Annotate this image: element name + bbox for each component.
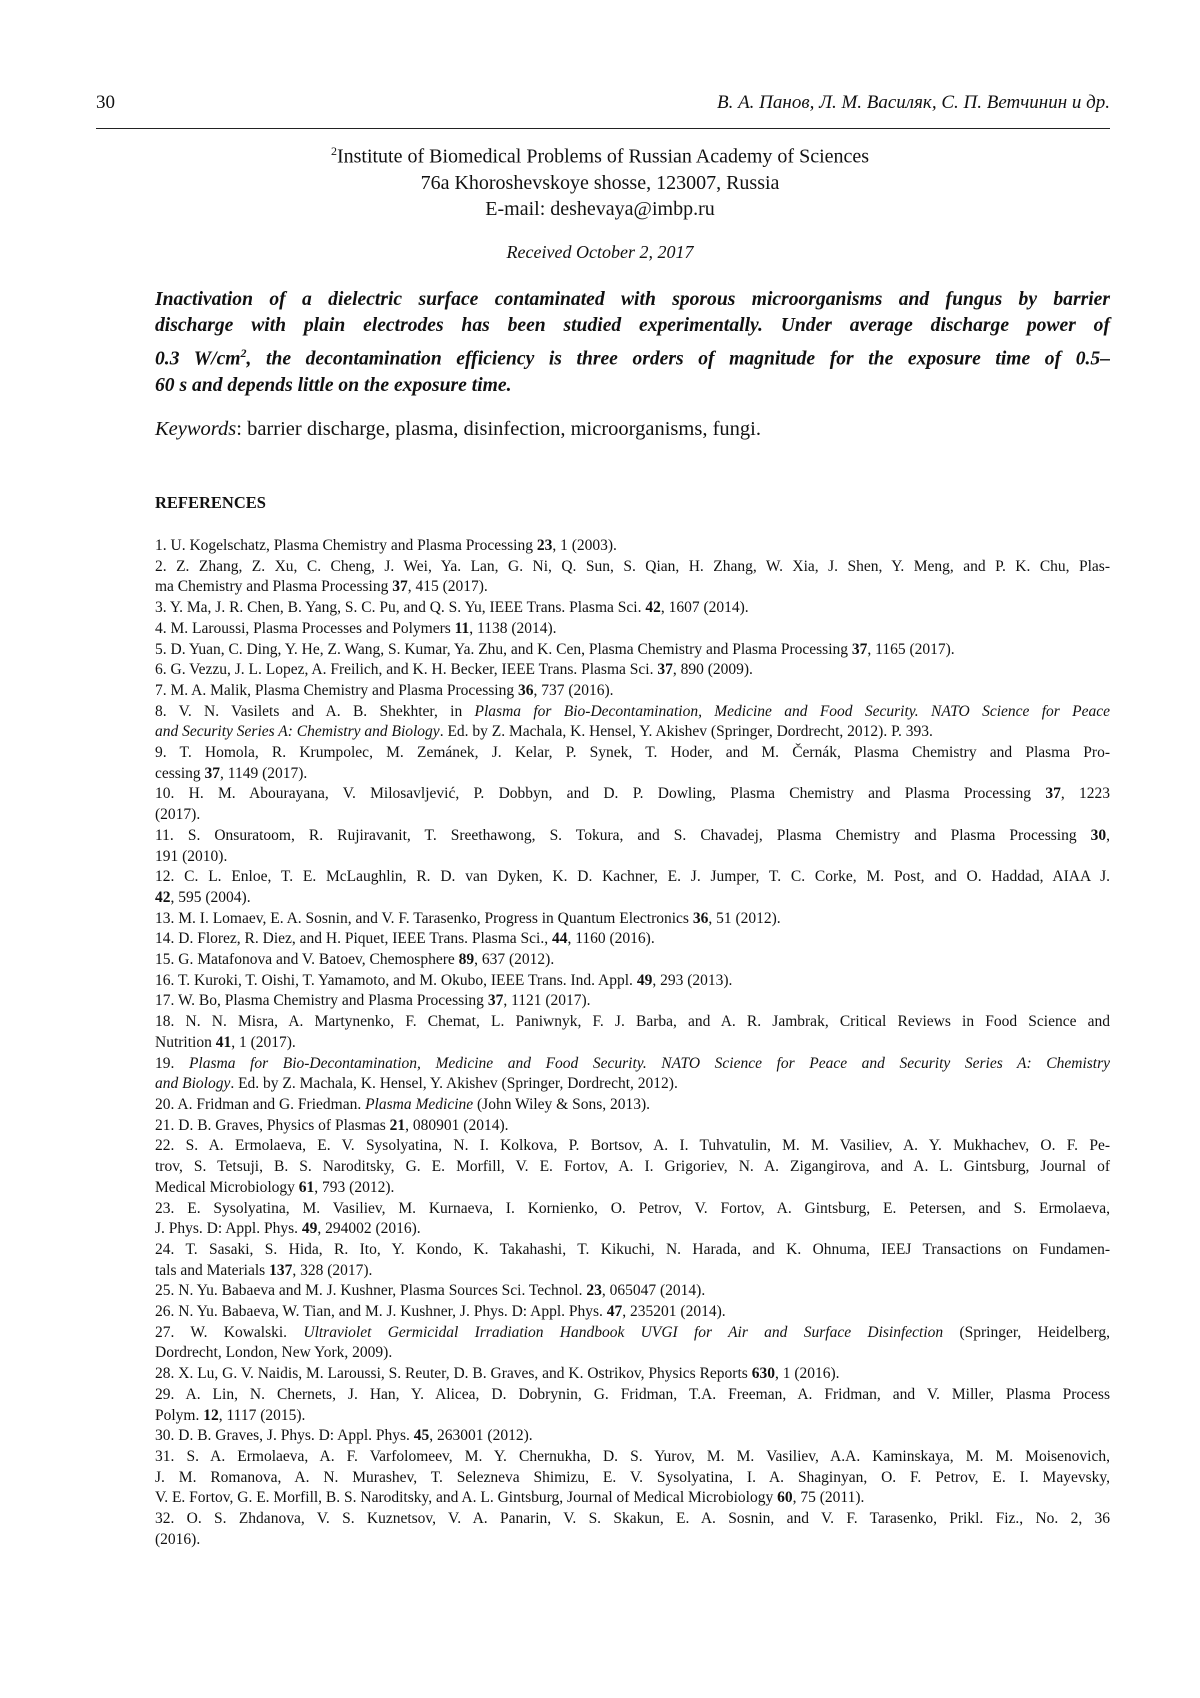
reference-volume: 44 <box>551 930 568 948</box>
reference-volume: 137 <box>269 1261 293 1279</box>
reference-text: , 890 (2009). <box>672 661 753 679</box>
reference-text: 2. Z. Zhang, Z. Xu, C. Cheng, J. Wei, Ya. Lan, G. Ni, Q. Sun, S. Qian, H. Zhang, W. Xia, J. Shen, Y. Meng, and P. K. Chu, Plas- <box>155 557 1110 575</box>
affiliation-line-1: Institute of Biomedical Problems of Russian Academy of Sciences <box>336 145 870 168</box>
abstract-line: discharge with plain electrodes has been studied experimentally. Under average discharge power of <box>155 315 1110 337</box>
reference-volume: 37 <box>487 992 504 1010</box>
reference-text: , 328 (2017). <box>292 1261 373 1279</box>
reference-text: 17. W. Bo, Plasma Chemistry and Plasma Processing <box>155 992 488 1010</box>
reference-text: 23. E. Sysolyatina, M. Vasiliev, M. Kurnaeva, I. Kornienko, O. Petrov, V. Fortov, A. Gintsburg, E. Petersen, and S. Ermolaeva, <box>155 1199 1110 1217</box>
reference-text: 26. N. Yu. Babaeva, W. Tian, and M. J. Kushner, J. Phys. D: Appl. Phys. <box>155 1303 607 1321</box>
reference-text: 28. X. Lu, G. V. Naidis, M. Laroussi, S. Reuter, D. B. Graves, and K. Ostrikov, Physics Reports <box>155 1365 752 1383</box>
reference-text: , 1165 (2017). <box>867 640 955 658</box>
reference-line <box>155 1426 1110 1447</box>
reference-volume: 49 <box>301 1220 318 1238</box>
reference-text: 30. D. B. Graves, J. Phys. D: Appl. Phys. <box>155 1427 414 1445</box>
running-authors: В. А. Панов, Л. М. Василяк, С. П. Ветчинин и др. <box>716 92 1110 113</box>
reference-volume: 41 <box>215 1033 232 1051</box>
reference-text: (Springer, Heidelberg, <box>943 1323 1111 1341</box>
reference-title: Plasma Medicine <box>365 1095 474 1113</box>
reference-line <box>155 1136 1110 1157</box>
reference-text: J. M. Romanova, A. N. Murashev, T. Selezneva Shimizu, E. V. Sysolyatina, I. A. Shaginyan, O. F. Petrov, E. I. Mayevsky, <box>155 1468 1110 1486</box>
reference-volume: 630 <box>751 1365 775 1383</box>
reference-text: , 293 (2013). <box>652 971 733 989</box>
reference-line <box>155 929 1110 950</box>
reference-volume: 47 <box>606 1303 623 1321</box>
reference-text: , 1 (2017). <box>231 1033 296 1051</box>
reference-line <box>155 1054 1110 1075</box>
reference-text: , 1 (2003). <box>552 537 617 554</box>
reference-line <box>155 1240 1110 1261</box>
reference-text: 31. S. A. Ermolaeva, A. F. Varfolomeev, M. Y. Chernukha, D. S. Yurov, M. M. Vasiliev, A.A. Kaminskaya, M. M. Moisenovich, <box>155 1447 1110 1465</box>
reference-line <box>155 681 1110 702</box>
reference-title: Plasma for Bio-Decontamination, Medicine and Food Security. NATO Science for Peace <box>474 702 1110 720</box>
reference-text: , 294002 (2016). <box>317 1220 421 1238</box>
abstract <box>155 287 1110 399</box>
reference-line <box>155 826 1110 847</box>
abstract-line <box>155 340 1110 373</box>
reference-line <box>155 1343 1110 1364</box>
reference-line <box>155 1468 1110 1489</box>
reference-line <box>155 764 1110 785</box>
reference-text: cessing <box>155 764 205 782</box>
reference-volume: 11 <box>454 619 470 637</box>
reference-line <box>155 805 1110 826</box>
reference-line <box>155 722 1110 743</box>
reference-line <box>155 743 1110 764</box>
reference-text: , 1121 (2017). <box>503 992 591 1010</box>
reference-volume: 42 <box>645 599 661 617</box>
reference-line <box>155 1116 1110 1137</box>
reference-text: , 595 (2004). <box>170 888 251 906</box>
reference-text: 20. A. Fridman and G. Friedman. <box>155 1095 366 1113</box>
reference-text: 5. D. Yuan, C. Ding, Y. He, Z. Wang, S. Kumar, Ya. Zhu, and K. Cen, Plasma Chemistry and Plasma Processing <box>155 640 852 658</box>
reference-text: 14. D. Florez, R. Diez, and H. Piquet, IEEE Trans. Plasma Sci., <box>155 930 552 948</box>
reference-line <box>155 577 1110 598</box>
reference-text: , 1117 (2015). <box>218 1406 306 1424</box>
reference-line <box>155 1157 1110 1178</box>
reference-text: , 065047 (2014). <box>601 1282 706 1300</box>
reference-line <box>155 640 1110 661</box>
keywords-label: Keywords <box>155 418 237 440</box>
reference-text: 29. A. Lin, N. Chernets, J. Han, Y. Alicea, D. Dobrynin, G. Fridman, T.A. Freeman, A. Fridman, and V. Miller, Plasma Process <box>155 1385 1110 1403</box>
page-number: 30 <box>96 92 115 113</box>
reference-volume: 37 <box>392 578 408 596</box>
reference-text: 19. <box>155 1054 189 1072</box>
reference-text: Polym. <box>155 1406 204 1424</box>
reference-line <box>155 1199 1110 1220</box>
reference-line <box>155 1178 1110 1199</box>
reference-volume: 21 <box>389 1116 406 1134</box>
keywords-text: : barrier discharge, plasma, disinfection, microorganisms, fungi. <box>236 418 761 440</box>
reference-text: , 75 (2011). <box>792 1489 865 1507</box>
reference-line <box>155 1095 1110 1116</box>
reference-text: V. E. Fortov, G. E. Morfill, B. S. Naroditsky, and A. L. Gintsburg, Journal of Medical Microbiology <box>155 1489 778 1507</box>
reference-volume: 37 <box>1045 785 1061 803</box>
reference-text: , 1607 (2014). <box>660 599 749 617</box>
reference-line <box>155 784 1110 805</box>
reference-volume: 61 <box>298 1178 315 1196</box>
reference-line <box>155 1385 1110 1406</box>
reference-text: tals and Materials <box>155 1261 270 1279</box>
reference-line <box>155 1012 1110 1033</box>
reference-text: , 080901 (2014). <box>405 1116 509 1134</box>
reference-text: 24. T. Sasaki, S. Hida, R. Ito, Y. Kondo, K. Takahashi, T. Kikuchi, N. Harada, and K. Ohnuma, IEEJ Transactions on Fundamen- <box>155 1240 1110 1258</box>
reference-line <box>155 950 1110 971</box>
reference-line <box>155 1323 1110 1344</box>
reference-line <box>155 1530 1110 1551</box>
reference-text: , <box>1106 826 1110 844</box>
reference-text: 22. S. A. Ermolaeva, E. V. Sysolyatina, N. I. Kolkova, P. Bortsov, A. I. Tuhvatulin, M. M. Vasiliev, A. Y. Mukhachev, O. F. Pe- <box>155 1137 1110 1155</box>
reference-text: trov, S. Tetsuji, B. S. Naroditsky, G. E. Morfill, V. E. Fortov, A. I. Grigoriev, N. A. Zigangirova, and A. L. Gintsburg, Journal of <box>155 1158 1110 1176</box>
reference-text: , 51 (2012). <box>708 909 781 927</box>
affiliation-block <box>0 138 1200 222</box>
reference-line <box>155 847 1110 868</box>
reference-text: 10. H. M. Abourayana, V. Milosavljević, P. Dobbyn, and D. P. Dowling, Plasma Chemistry and Plasma Processing <box>155 785 1046 803</box>
reference-text: 191 (2010). <box>155 847 228 865</box>
reference-text: 21. D. B. Graves, Physics of Plasmas <box>155 1116 390 1134</box>
abstract-text: , the decontamination efficiency is three orders of magnitude for the exposure time of 0.5– <box>246 348 1110 370</box>
reference-line <box>155 1219 1110 1240</box>
reference-text: , 235201 (2014). <box>622 1303 726 1321</box>
reference-text: , 1149 (2017). <box>220 764 308 782</box>
reference-line <box>155 557 1110 578</box>
reference-text: . Ed. by Z. Machala, K. Hensel, Y. Akishev (Springer, Dordrecht, 2012). P. 393. <box>439 723 933 741</box>
reference-text: 4. M. Laroussi, Plasma Processes and Polymers <box>155 619 455 637</box>
abstract-superscript: 2 <box>240 345 247 360</box>
reference-line <box>155 971 1110 992</box>
reference-text: , 1223 <box>1060 785 1110 803</box>
reference-text: Dordrecht, London, New York, 2009). <box>155 1344 393 1362</box>
reference-text: Nutrition <box>155 1033 216 1051</box>
reference-volume: 23 <box>536 537 553 554</box>
reference-line <box>155 1281 1110 1302</box>
reference-line <box>155 1447 1110 1468</box>
reference-text: , 415 (2017). <box>407 578 488 596</box>
reference-text: J. Phys. D: Appl. Phys. <box>155 1220 302 1238</box>
affiliation-line-2: 76a Khoroshevskoye shosse, 123007, Russia <box>420 171 780 194</box>
reference-line <box>155 867 1110 888</box>
reference-text: , 737 (2016). <box>533 681 614 699</box>
reference-line <box>155 619 1110 640</box>
reference-text: , 1138 (2014). <box>469 619 557 637</box>
abstract-line: 60 s and depends little on the exposure time. <box>155 374 512 396</box>
reference-volume: 49 <box>636 971 653 989</box>
reference-volume: 89 <box>458 951 475 969</box>
reference-line <box>155 888 1110 909</box>
reference-line <box>155 1488 1110 1509</box>
reference-line <box>155 1261 1110 1282</box>
reference-text: (John Wiley & Sons, 2013). <box>473 1095 651 1113</box>
reference-text: 25. N. Yu. Babaeva and M. J. Kushner, Plasma Sources Sci. Technol. <box>155 1282 587 1300</box>
reference-text: 11. S. Onsuratoom, R. Rujiravanit, T. Sreethawong, S. Tokura, and S. Chavadej, Plasma Chemistry and Plasma Processing <box>155 826 1091 844</box>
reference-text: 13. M. I. Lomaev, E. A. Sosnin, and V. F. Tarasenko, Progress in Quantum Electronics <box>155 909 693 927</box>
reference-volume: 37 <box>657 661 673 679</box>
reference-title: Plasma for Bio-Decontamination, Medicine and Food Security. NATO Science for Peace and Security Series A: Chemistry <box>188 1054 1110 1072</box>
reference-title: Ultraviolet Germicidal Irradiation Handbook UVGI for Air and Surface Disinfection <box>303 1323 944 1341</box>
reference-line <box>155 1364 1110 1385</box>
reference-line <box>155 909 1110 930</box>
reference-text: 1. U. Kogelschatz, Plasma Chemistry and Plasma Processing <box>155 537 537 554</box>
reference-text: 7. M. A. Malik, Plasma Chemistry and Plasma Processing <box>155 681 518 699</box>
reference-text: , 637 (2012). <box>474 951 555 969</box>
reference-text: , 793 (2012). <box>314 1178 395 1196</box>
reference-text: 18. N. N. Misra, A. Martynenko, F. Chemat, L. Paniwnyk, F. J. Barba, and A. R. Jambrak, Critical Reviews in Food Science and <box>155 1013 1110 1031</box>
abstract-line: Inactivation of a dielectric surface contaminated with sporous microorganisms and fungus by barrier <box>155 289 1110 310</box>
reference-text: 16. T. Kuroki, T. Oishi, T. Yamamoto, and M. Okubo, IEEE Trans. Ind. Appl. <box>155 971 637 989</box>
reference-volume: 23 <box>586 1282 602 1300</box>
reference-line <box>155 702 1110 723</box>
reference-text: 12. C. L. Enloe, T. E. McLaughlin, R. D. van Dyken, K. D. Kachner, E. J. Jumper, T. C. Corke, M. Post, and O. Haddad, AIAA J. <box>155 868 1110 886</box>
reference-volume: 36 <box>517 681 534 699</box>
reference-volume: 42 <box>155 888 171 906</box>
reference-text: , 1160 (2016). <box>567 930 655 948</box>
reference-line <box>155 1509 1110 1530</box>
reference-text: Medical Microbiology <box>155 1178 299 1196</box>
reference-line <box>155 1033 1110 1054</box>
reference-text: , 263001 (2012). <box>429 1427 533 1445</box>
reference-text: 32. O. S. Zhdanova, V. S. Kuznetsov, V. A. Panarin, V. S. Skakun, E. A. Sosnin, and V. F. Tarasenko, Prikl. Fiz., No. 2, 36 <box>155 1510 1110 1528</box>
reference-text: , 1 (2016). <box>774 1365 840 1383</box>
reference-title: and Security Series A: Chemistry and Biology <box>155 723 440 741</box>
reference-text: ma Chemistry and Plasma Processing <box>155 578 393 596</box>
references-heading: REFERENCES <box>155 493 266 512</box>
references-list <box>155 536 1110 1550</box>
reference-line <box>155 1074 1110 1095</box>
reference-text: 15. G. Matafonova and V. Batoev, Chemosphere <box>155 951 459 969</box>
affiliation-email: E-mail: deshevaya@imbp.ru <box>485 197 715 220</box>
running-header <box>96 92 1110 129</box>
reference-line <box>155 1406 1110 1427</box>
reference-volume: 37 <box>204 764 221 782</box>
reference-volume: 45 <box>413 1427 430 1445</box>
affiliation-institute <box>0 138 1200 170</box>
affiliation-superscript: 2 <box>330 144 337 158</box>
reference-text: 27. W. Kowalski. <box>155 1323 304 1341</box>
reference-text: . Ed. by Z. Machala, K. Hensel, Y. Akishev (Springer, Dordrecht, 2012). <box>230 1075 678 1093</box>
reference-text: (2017). <box>155 806 201 824</box>
reference-text: 3. Y. Ma, J. R. Chen, B. Yang, S. C. Pu, and Q. S. Yu, IEEE Trans. Plasma Sci. <box>155 599 646 617</box>
reference-text: 9. T. Homola, R. Krumpolec, M. Zemánek, J. Kelar, P. Synek, T. Hoder, and M. Černák, Plasma Chemistry and Plasma Pro- <box>155 744 1110 762</box>
reference-text: 8. V. N. Vasilets and A. B. Shekhter, in <box>155 702 475 720</box>
reference-line <box>155 598 1110 619</box>
reference-text: (2016). <box>155 1530 201 1548</box>
received-date: Received October 2, 2017 <box>506 242 694 262</box>
reference-volume: 12 <box>203 1406 219 1424</box>
reference-volume: 36 <box>692 909 709 927</box>
reference-volume: 60 <box>777 1489 793 1507</box>
abstract-text: 0.3 W/cm <box>155 348 241 370</box>
reference-line <box>155 1302 1110 1323</box>
reference-title: and Biology <box>155 1075 231 1093</box>
reference-volume: 30 <box>1090 826 1107 844</box>
reference-volume: 37 <box>851 640 868 658</box>
reference-line <box>155 660 1110 681</box>
keywords <box>155 418 1110 441</box>
reference-text: 6. G. Vezzu, J. L. Lopez, A. Freilich, and K. H. Becker, IEEE Trans. Plasma Sci. <box>155 661 658 679</box>
reference-line <box>155 536 1110 557</box>
reference-line <box>155 991 1110 1012</box>
